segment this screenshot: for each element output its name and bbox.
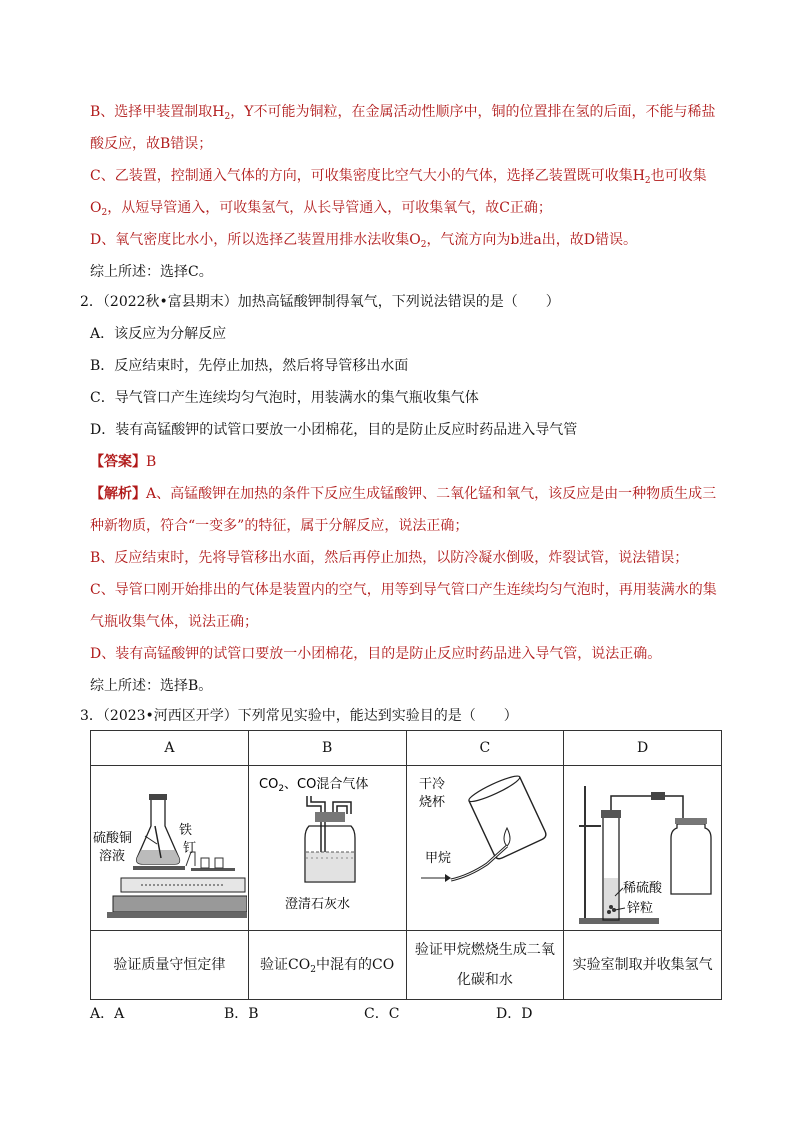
q1-option-b-line1: B、选择甲装置制取$H_2$，Y不可能为铜粒，在金属活动性顺序中，铜的位置排在氢的后面，不能与稀盐 — [90, 104, 716, 122]
q2-answer: 【答案】B — [90, 454, 157, 470]
q2-option-c: C．导气管口产生连续均匀气泡时，用装满水的集气瓶收集气体 — [90, 390, 479, 406]
desc-a: 验证质量守恒定律 — [91, 931, 249, 1000]
label-copper-sulfate-2: 溶液 — [99, 849, 126, 864]
q2-analysis-line2: 种新物质，符合“一变多”的特征，属于分解反应，说法正确； — [90, 518, 469, 534]
q2-option-a: A．该反应为分解反应 — [90, 326, 227, 342]
diagram-b — [248, 766, 406, 931]
label-nail-1: 铁 — [179, 823, 193, 838]
label-copper-sulfate-1: 硫酸铜 — [93, 831, 133, 846]
label-methane: 甲烷 — [424, 851, 451, 866]
diagram-a — [91, 766, 249, 931]
q2-option-b: B．反应结束时，先停止加热，然后将导管移出水面 — [90, 358, 409, 374]
q2-analysis-line1: 【解析】A、高锰酸钾在加热的条件下反应生成锰酸钾、二氧化锰和氧气，该反应是由一种物质生成三 — [90, 486, 717, 502]
q3-options — [90, 1004, 532, 1024]
q3-option-c[interactable]: C．C — [364, 1006, 400, 1022]
header-a: A — [91, 731, 249, 766]
label-lime-water: 澄清石灰水 — [285, 897, 351, 912]
label-zinc: 锌粒 — [626, 901, 653, 916]
q2-analysis-line6: D、装有高锰酸钾的试管口要放一小团棉花，目的是防止反应时药品进入导气管，说法正确。 — [90, 646, 662, 662]
desc-c: 验证甲烷燃烧生成二氧 化碳和水 — [406, 931, 564, 1000]
label-dilute-acid: 稀硫酸 — [622, 881, 662, 896]
desc-b: 验证$CO_2$中混有的CO — [248, 931, 406, 1000]
q2-summary: 综上所述：选择B。 — [90, 678, 213, 694]
header-c: C — [406, 731, 564, 766]
q2-analysis-line3: B、反应结束时，先将导管移出水面，然后再停止加热，以防冷凝水倒吸，炸裂试管，说法错误； — [90, 550, 689, 566]
q3-stem: 3．（2023•河西区开学）下列常见实验中，能达到实验目的是（ ） — [80, 708, 518, 724]
q1-summary: 综上所述：选择C。 — [90, 264, 213, 280]
q2-option-d: D．装有高锰酸钾的试管口要放一小团棉花，目的是防止反应时药品进入导气管 — [90, 422, 578, 438]
q1-option-d: D、氧气密度比水小，所以选择乙装置用排水法收集$O_2$，气流方向为b进a出，故D错误。 — [90, 232, 637, 250]
label-beaker-2: 烧杯 — [418, 795, 445, 810]
header-b: B — [248, 731, 406, 766]
q2-stem: 2．（2022秋•富县期末）加热高锰酸钾制得氧气，下列说法错误的是（ ） — [80, 294, 560, 310]
q3-option-d[interactable]: D．D — [496, 1006, 533, 1022]
q1-option-c-line2: $O_2$，从短导管通入，可收集氢气，从长导管通入，可收集氧气，故C正确； — [90, 200, 552, 218]
header-d: D — [564, 731, 722, 766]
q3-option-b[interactable]: B．B — [224, 1006, 259, 1022]
diagram-c — [406, 766, 564, 931]
desc-d: 实验室制取并收集氢气 — [564, 931, 722, 1000]
diagram-d — [564, 766, 722, 931]
label-beaker-1: 干冷 — [418, 777, 445, 792]
q3-option-a[interactable]: A．A — [90, 1006, 125, 1022]
experiment-table — [90, 730, 722, 1000]
q1-option-b-line2: 酸反应，故B错误； — [90, 136, 213, 152]
q2-analysis-line4: C、导管口刚开始排出的气体是装置内的空气，用等到导气管口产生连续均匀气泡时，再用装满水的集 — [90, 582, 717, 598]
label-nail-2: 钉 — [183, 841, 197, 856]
q2-analysis-line5: 气瓶收集气体，说法正确； — [90, 614, 258, 630]
label-mixed-gas: $CO_2$、CO混合气体 — [259, 777, 369, 794]
q1-option-c-line1: C、乙装置，控制通入气体的方向，可收集密度比空气大小的气体，选择乙装置既可收集$H_2$也可收集 — [90, 168, 707, 186]
